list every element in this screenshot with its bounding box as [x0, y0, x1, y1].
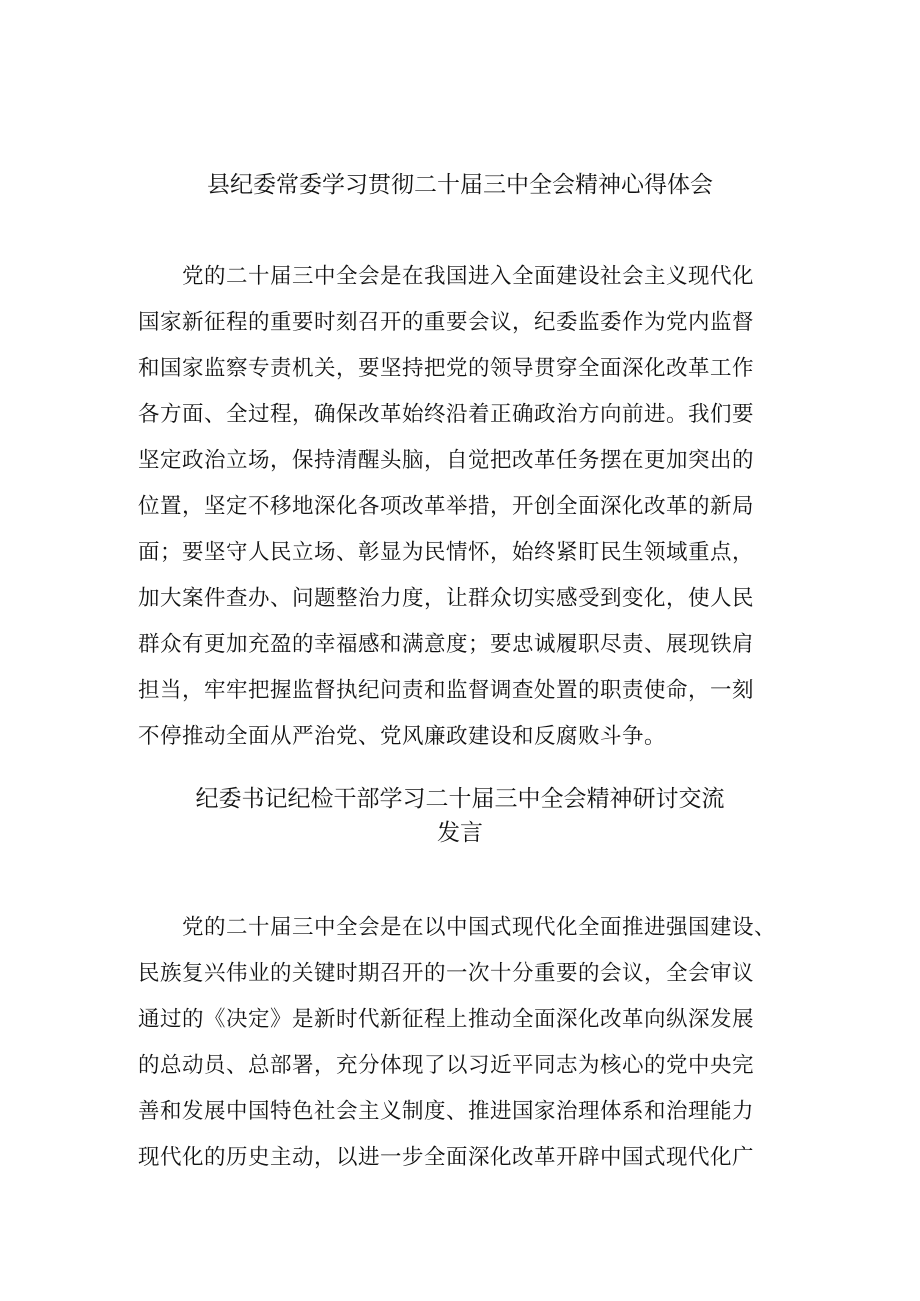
paragraph-line: 位置，坚定不移地深化各项改革举措，开创全面深化改革的新局: [138, 494, 755, 519]
paragraph-line: 国家新征程的重要时刻召开的重要会议，纪委监委作为党内监督: [138, 310, 755, 335]
paragraph-line: 民族复兴伟业的关键时期召开的一次十分重要的会议，全会审议: [138, 961, 755, 986]
section2-title: [0, 782, 920, 850]
paragraph-line: 现代化的历史主动，以进一步全面深化改革开辟中国式现代化广: [138, 1145, 755, 1170]
paragraph-line: 面；要坚守人民立场、彰显为民情怀，始终紧盯民生领域重点，: [138, 540, 755, 565]
paragraph-line: 党的二十届三中全会是在以中国式现代化全面推进强国建设、: [138, 915, 777, 940]
paragraph-line: 各方面、全过程，确保改革始终沿着正确政治方向前进。我们要: [138, 402, 755, 427]
section2-title-line1: 纪委书记纪检干部学习二十届三中全会精神研讨交流: [195, 786, 725, 812]
section2-title-line2: 发言: [437, 820, 483, 846]
paragraph-line: 的总动员、总部署，充分体现了以习近平同志为核心的党中央完: [138, 1053, 755, 1078]
paragraph-line: 通过的《决定》是新时代新征程上推动全面深化改革向纵深发展: [138, 1007, 755, 1032]
section2-paragraph: [138, 905, 798, 1181]
section1-paragraph: [138, 254, 798, 760]
paragraph-line: 不停推动全面从严治党、党风廉政建设和反腐败斗争。: [138, 724, 667, 749]
paragraph-line: 坚定政治立场，保持清醒头脑，自觉把改革任务摆在更加突出的: [138, 448, 755, 473]
paragraph-line: 善和发展中国特色社会主义制度、推进国家治理体系和治理能力: [138, 1099, 755, 1124]
paragraph-line: 担当，牢牢把握监督执纪问责和监督调查处置的职责使命，一刻: [138, 678, 755, 703]
paragraph-line: 加大案件查办、问题整治力度，让群众切实感受到变化，使人民: [138, 586, 755, 611]
section1-title: 县纪委常委学习贯彻二十届三中全会精神心得体会: [207, 172, 713, 198]
paragraph-line: 和国家监察专责机关，要坚持把党的领导贯穿全面深化改革工作: [138, 356, 755, 381]
paragraph-line: 党的二十届三中全会是在我国进入全面建设社会主义现代化: [138, 264, 755, 289]
paragraph-line: 群众有更加充盈的幸福感和满意度；要忠诚履职尽责、展现铁肩: [138, 632, 755, 657]
